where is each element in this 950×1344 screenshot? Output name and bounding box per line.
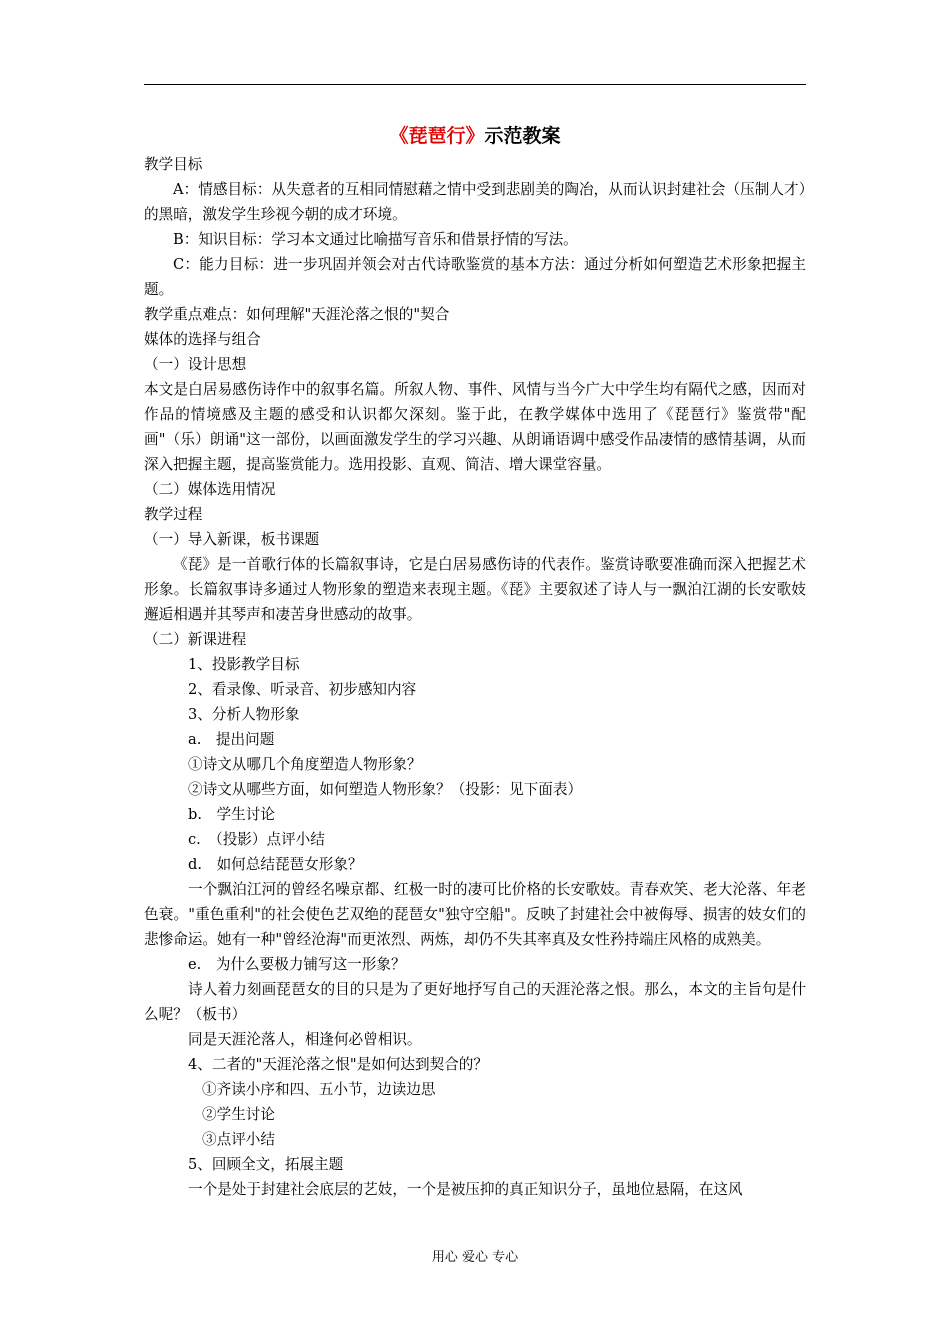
paragraph: ②学生讨论 — [202, 1106, 275, 1123]
paragraph: 教学过程 — [144, 506, 203, 523]
paragraph: ②诗文从哪些方面，如何塑造人物形象？（投影：见下面表） — [188, 781, 583, 798]
document-body — [144, 120, 806, 1202]
paragraph: 一个是处于封建社会底层的艺妓，一个是被压抑的真正知识分子，虽地位悬隔，在这风 — [188, 1181, 743, 1198]
paragraph: b. 学生讨论 — [188, 806, 275, 823]
paragraph: 媒体的选择与组合 — [144, 331, 261, 348]
paragraph: 3、分析人物形象 — [188, 706, 300, 723]
paragraph: 同是天涯沦落人，相逢何必曾相识。 — [188, 1031, 422, 1048]
title-work-name: 《琵琶行》 — [389, 125, 485, 147]
paragraph: e. 为什么要极力铺写这一形象？ — [188, 956, 406, 973]
paragraph: 教学重点难点：如何理解"天涯沦落之恨的"契合 — [144, 306, 450, 323]
paragraph: 2、看录像、听录音、初步感知内容 — [188, 681, 417, 698]
paragraph: ③点评小结 — [202, 1131, 275, 1148]
paragraph: A：情感目标：从失意者的互相同情慰藉之情中受到悲剧美的陶冶，从而认识封建社会（压制人才）的黑暗，激发学生珍视今朝的成才环境。 — [144, 181, 806, 223]
paragraph: （一）设计思想 — [144, 356, 247, 373]
document-content — [144, 152, 806, 1202]
paragraph: 一个飘泊江河的曾经名噪京都、红极一时的凄可比价格的长安歌妓。青春欢笑、老大沦落、年老色衰。"重色重利"的社会使色艺双绝的琵琶女"独守空船"。反映了封建社会中被侮辱、损害的妓女们的悲惨命运。她有一种"曾经沧海"而更浓烈、两炼，却仍不失其率真及女性矜持端庄风格的成熟美。 — [144, 881, 806, 948]
paragraph: c. （投影）点评小结 — [188, 831, 325, 848]
paragraph: 1、投影教学目标 — [188, 656, 300, 673]
paragraph: （一）导入新课，板书课题 — [144, 531, 320, 548]
paragraph: 诗人着力刻画琵琶女的目的只是为了更好地抒写自己的天涯沦落之恨。那么，本文的主旨句是什么呢？（板书） — [144, 981, 806, 1023]
document-title — [144, 120, 806, 152]
paragraph: ①诗文从哪几个角度塑造人物形象？ — [188, 756, 422, 773]
paragraph: （二）媒体选用情况 — [144, 481, 276, 498]
header-rule — [144, 84, 806, 85]
paragraph: （二）新课进程 — [144, 631, 247, 648]
paragraph: 《琵》是一首歌行体的长篇叙事诗，它是白居易感伤诗的代表作。鉴赏诗歌要准确而深入把握艺术形象。长篇叙事诗多通过人物形象的塑造来表现主题。《琵》主要叙述了诗人与一飘泊江湖的长安歌妓邂逅相遇并其琴声和凄苦身世感动的故事。 — [144, 556, 806, 623]
paragraph: 本文是白居易感伤诗作中的叙事名篇。所叙人物、事件、风情与当今广大中学生均有隔代之感，因而对作品的情境感及主题的感受和认识都欠深刻。鉴于此，在教学媒体中选用了《琵琶行》鉴赏带"配画"（乐）朗诵"这一部份，以画面激发学生的学习兴趣、从朗诵语调中感受作品凄情的感情基调，从而深入把握主题，提高鉴赏能力。选用投影、直观、简洁、增大课堂容量。 — [144, 381, 806, 473]
paragraph: d. 如何总结琵琶女形象？ — [188, 856, 363, 873]
paragraph: a. 提出问题 — [188, 731, 275, 748]
paragraph: 教学目标 — [144, 156, 203, 173]
paragraph: C：能力目标：进一步巩固并领会对古代诗歌鉴赏的基本方法：通过分析如何塑造艺术形象把握主题。 — [144, 256, 806, 298]
title-suffix: 示范教案 — [484, 125, 561, 147]
paragraph: 5、回顾全文，拓展主题 — [188, 1156, 344, 1173]
paragraph: ①齐读小序和四、五小节，边读边思 — [202, 1081, 436, 1098]
paragraph: 4、二者的"天涯沦落之恨"是如何达到契合的？ — [188, 1056, 488, 1073]
page-footer: 用心 爱心 专心 — [431, 1250, 519, 1265]
paragraph: B：知识目标：学习本文通过比喻描写音乐和借景抒情的写法。 — [173, 231, 578, 248]
